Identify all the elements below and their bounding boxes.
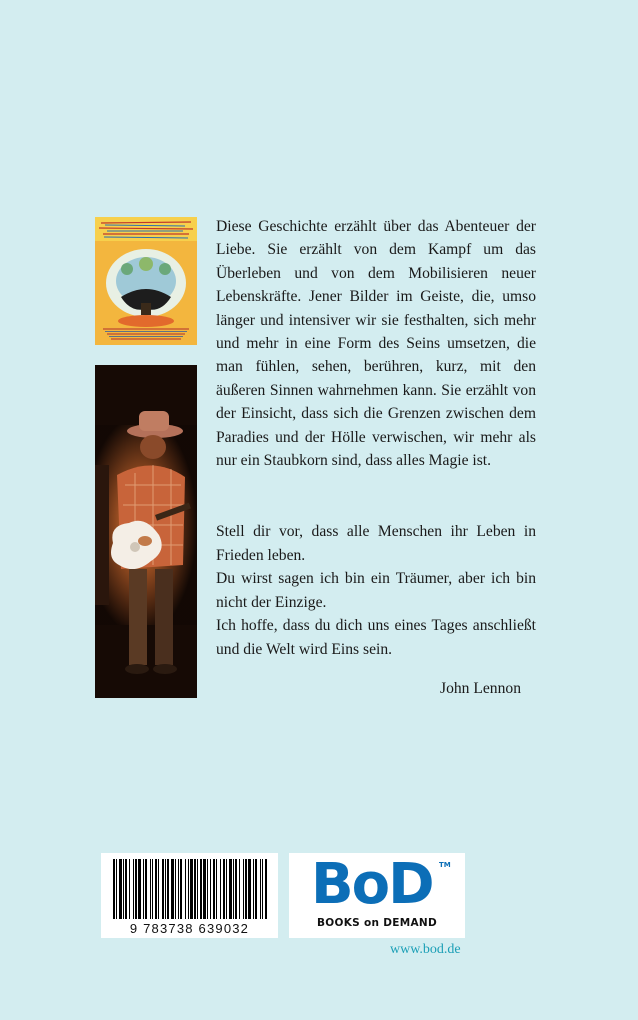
- barcode-bar: [171, 859, 174, 919]
- barcode-bar: [245, 859, 247, 919]
- barcode-bar: [255, 859, 257, 919]
- barcode-bar: [143, 859, 144, 919]
- barcode-bar: [243, 859, 244, 919]
- barcode-bar: [233, 859, 234, 919]
- barcode-bar: [223, 859, 225, 919]
- barcode-bar: [203, 859, 206, 919]
- trademark-mark: TM: [439, 861, 451, 869]
- barcode-bar: [210, 859, 211, 919]
- barcode-bar: [165, 859, 166, 919]
- barcode-bar: [213, 859, 215, 919]
- barcode-bar: [194, 859, 196, 919]
- barcode-bar: [125, 859, 127, 919]
- quote-author: John Lennon: [440, 680, 521, 697]
- barcode-bar: [188, 859, 189, 919]
- quote-line: Stell dir vor, dass alle Menschen ihr Leben in Frieden leben.: [216, 523, 536, 564]
- barcode-bar: [133, 859, 134, 919]
- barcode-bar: [129, 859, 130, 919]
- barcode-bar: [119, 859, 122, 919]
- barcode-bar: [200, 859, 202, 919]
- barcode-bar: [158, 859, 159, 919]
- barcode-bar: [185, 859, 186, 919]
- isbn-number: 9 783738 639032: [129, 921, 250, 936]
- barcode-bar: [135, 859, 137, 919]
- publisher-url: www.bod.de: [390, 942, 461, 957]
- barcode-bar: [138, 859, 141, 919]
- barcode-bar: [155, 859, 157, 919]
- barcode-bar: [116, 859, 117, 919]
- barcode-bars: [101, 853, 278, 923]
- barcode-bar: [265, 859, 267, 919]
- quote-line: Du wirst sagen ich bin ein Träumer, aber ich bin nicht der Einzige.: [216, 570, 536, 611]
- barcode-bar: [239, 859, 240, 919]
- barcode-bar: [175, 859, 176, 919]
- barcode-bar: [262, 859, 263, 919]
- barcode-bar: [207, 859, 208, 919]
- barcode-bar: [162, 859, 164, 919]
- album-art-image: [95, 217, 197, 345]
- album-art-drawing: [95, 217, 197, 345]
- guitarist-photo: [95, 365, 197, 698]
- barcode-bar: [113, 859, 115, 919]
- isbn-barcode: [101, 853, 278, 938]
- book-description: Diese Geschichte erzählt über das Abenteuer der Liebe. Sie erzählt von dem Kampf um das Überleben und von dem Mobilisieren neuer Lebenskräfte. Jener Bilder im Geiste, die, umso länger und intensiver wir sie festhalten, sich mehr und mehr in eine Form des Seins umsetzen, die man fühlen, sehen, berühren, kurz, mit den äußeren Sinnen wahrnehmen kann. Sie erzählt von der Einsicht, dass sich die Grenzen zwischen dem Paradies und der Hölle verwischen, wir mehr als nur ein Staubkorn sind, dass alles Magie ist.: [216, 218, 536, 470]
- publisher-tagline: BOOKS on DEMAND: [316, 917, 438, 929]
- barcode-bar: [253, 859, 254, 919]
- barcode-bar: [145, 859, 147, 919]
- barcode-bar: [167, 859, 169, 919]
- barcode-bar: [220, 859, 221, 919]
- barcode-bar: [197, 859, 198, 919]
- barcode-bar: [178, 859, 179, 919]
- barcode-bar: [260, 859, 261, 919]
- publisher-logo: [289, 853, 465, 938]
- barcode-bar: [123, 859, 124, 919]
- barcode-bar: [216, 859, 217, 919]
- guitarist-photo-drawing: [95, 365, 197, 698]
- bod-logo-wordmark: BoD: [311, 852, 433, 917]
- barcode-bar: [150, 859, 151, 919]
- quote-line: Ich hoffe, dass du dich uns eines Tages anschließt und die Welt wird Eins sein.: [216, 617, 536, 658]
- barcode-bar: [190, 859, 193, 919]
- barcode-bar: [235, 859, 237, 919]
- barcode-bar: [248, 859, 251, 919]
- barcode-bar: [180, 859, 182, 919]
- barcode-bar: [226, 859, 227, 919]
- barcode-bar: [229, 859, 232, 919]
- barcode-bar: [152, 859, 153, 919]
- lyric-quote: [216, 520, 536, 662]
